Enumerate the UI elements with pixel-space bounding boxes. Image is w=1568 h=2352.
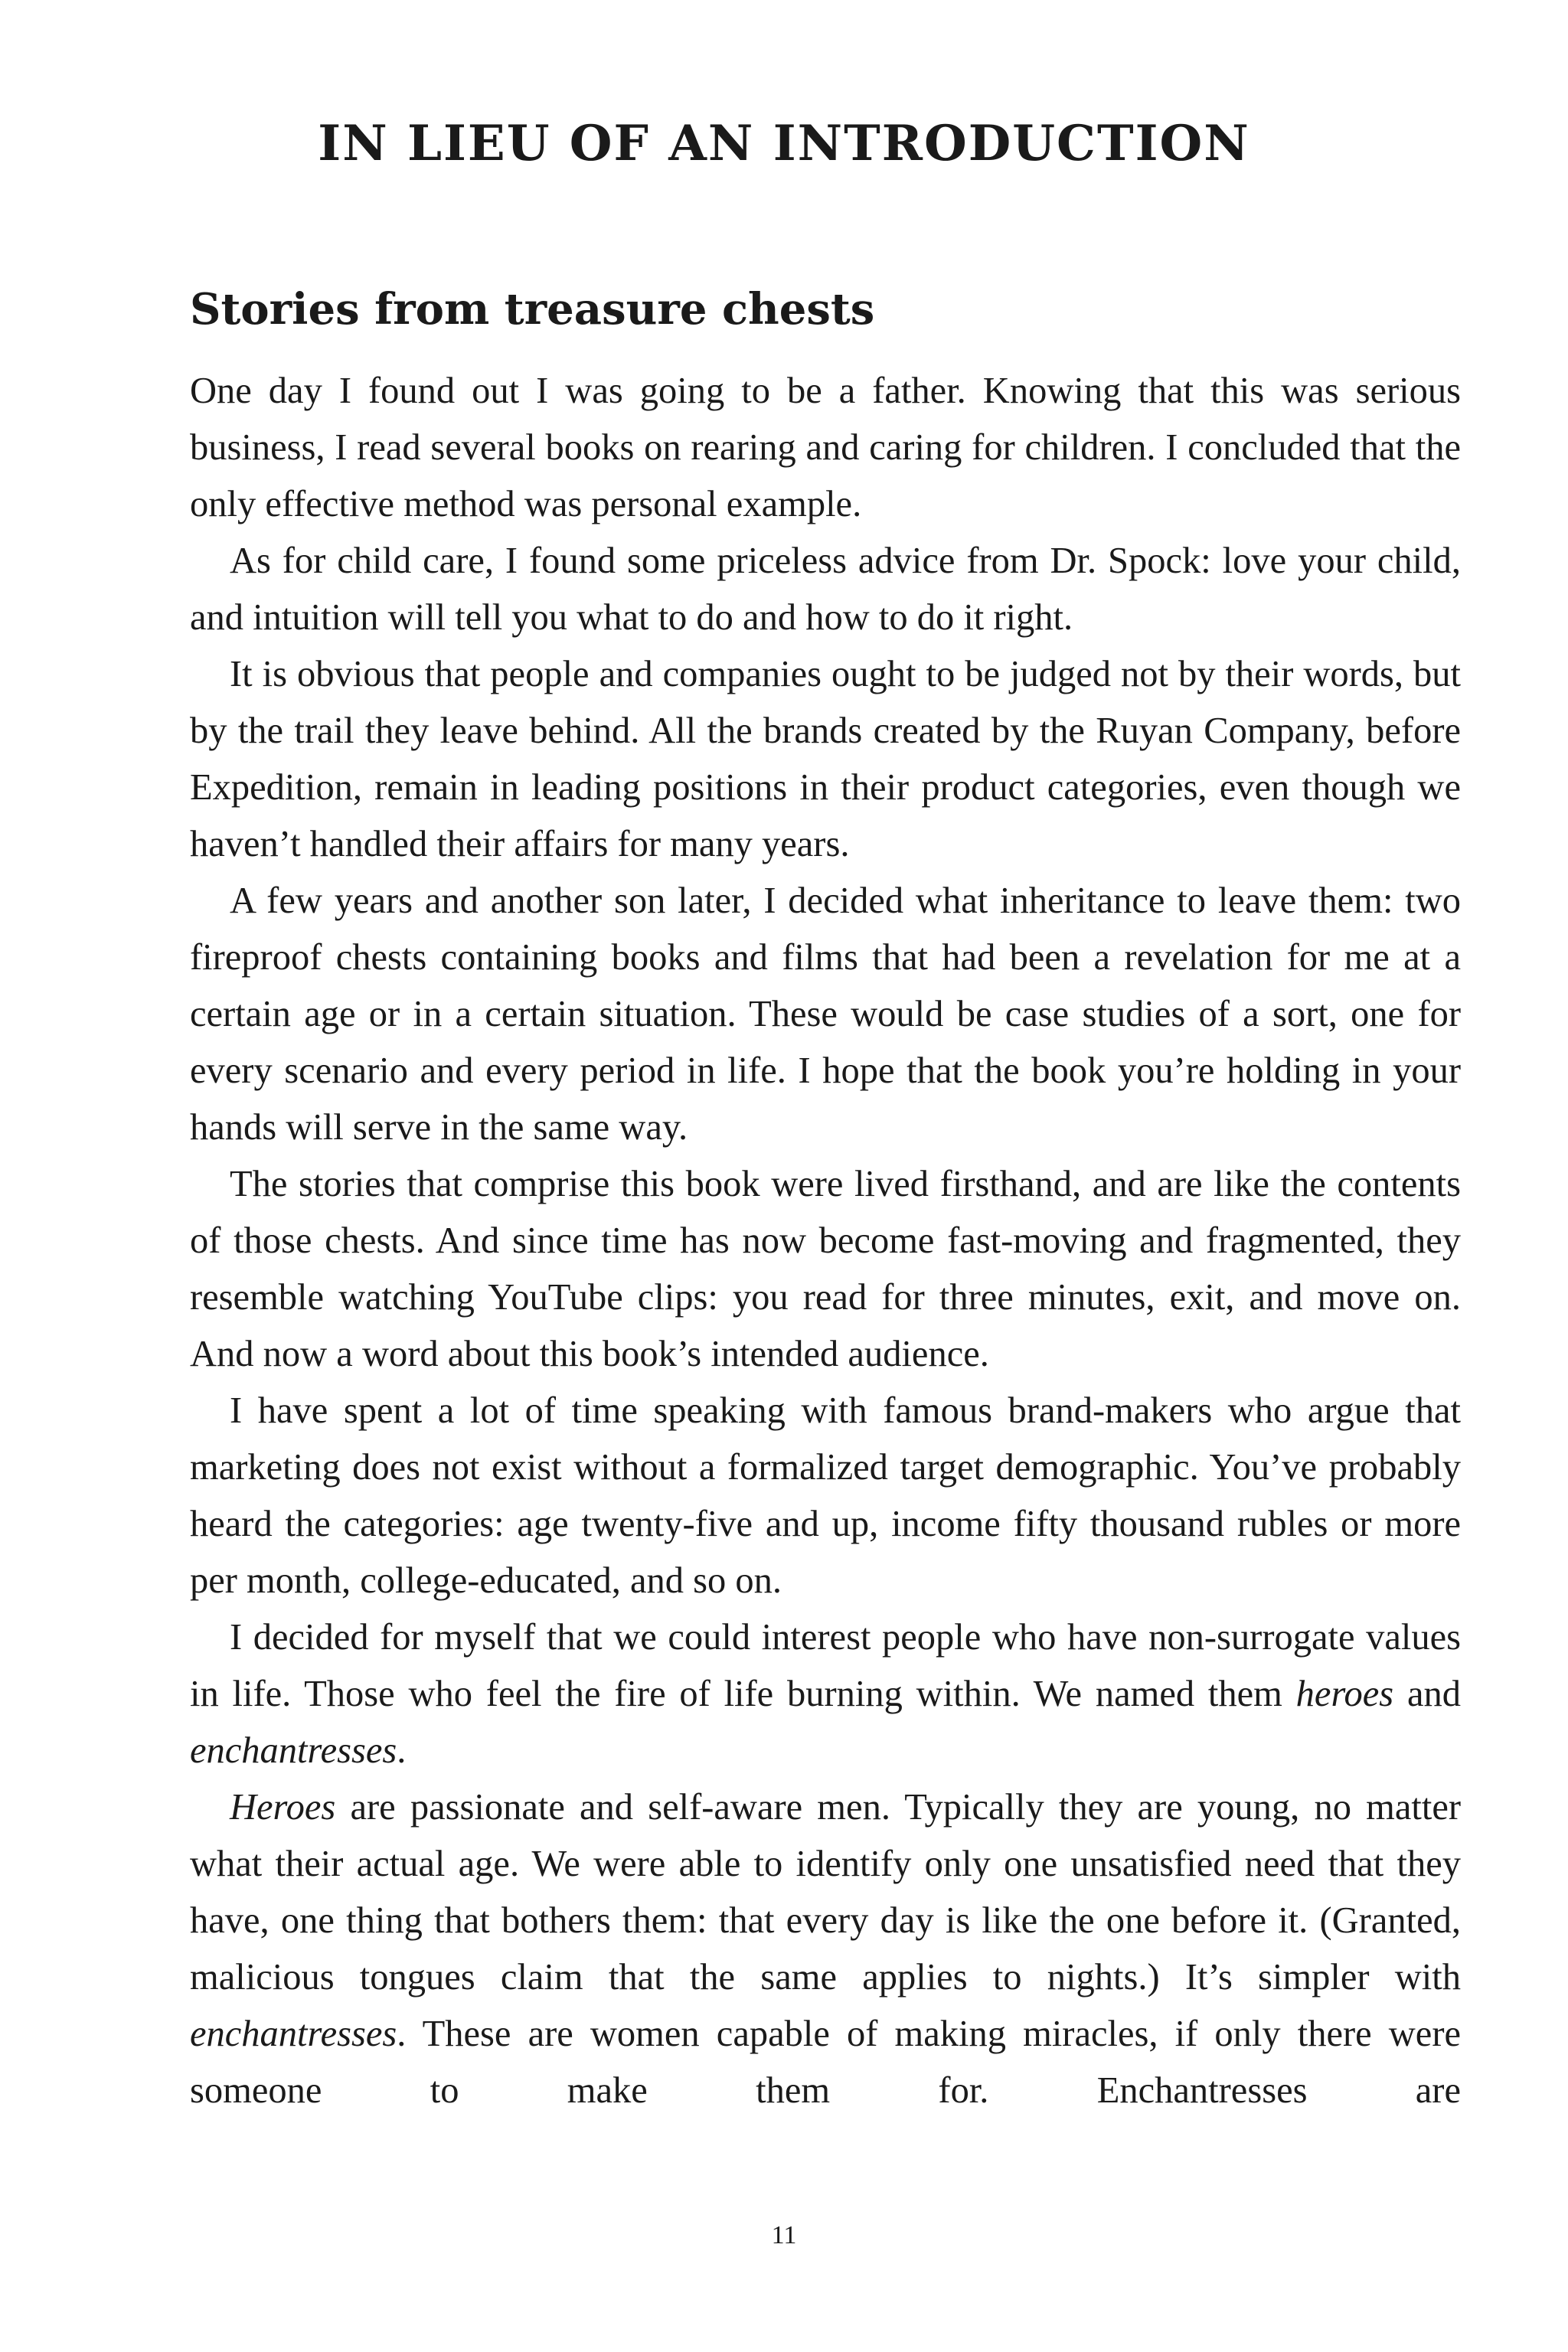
paragraph-7-italic-enchantresses: enchantresses (190, 1730, 397, 1771)
paragraph-7 (190, 1609, 1461, 1779)
paragraph-8-text-b: are passionate and self-aware men. Typically they are young, no matter what their actual age. We were able to identify only one unsatisfied need that they have, one thing that bothers them: that every day is like the one before it. (Granted, malicious tongues claim that the same applies to nights.) It’s simpler with (190, 1787, 1461, 1998)
paragraph-7-italic-heroes: heroes (1295, 1674, 1394, 1714)
paragraph-2: As for child care, I found some priceless advice from Dr. Spock: love your child, and intuition will tell you what to do and how to do it right. (190, 541, 1461, 638)
chapter-title: IN LIEU OF AN INTRODUCTION (318, 115, 1250, 172)
section-title: Stories from treasure chests (190, 284, 875, 335)
paragraph-8-text-d: . These are women capable of making miracles, if only there were someone to make them for. Enchantresses are (190, 2014, 1461, 2111)
paragraph-8 (190, 1779, 1461, 2119)
paragraph-4: A few years and another son later, I decided what inheritance to leave them: two fireproof chests containing books and films that had been a revelation for me at a certain age or in a certain situation. These would be case studies of a sort, one for every scenario and every period in life. I hope that the book you’re holding in your hands will serve in the same way. (190, 880, 1461, 1148)
paragraph-7-text-c: and (1393, 1674, 1461, 1714)
body-text (190, 363, 1461, 2119)
paragraph-3: It is obvious that people and companies ought to be judged not by their words, but by the trail they leave behind. All the brands created by the Ruyan Company, before Expedition, remain in leading positions in their product categories, even though we haven’t handled their affairs for many years. (190, 654, 1461, 864)
paragraph-6: I have spent a lot of time speaking with famous brand-makers who argue that marketing does not exist without a formalized target demographic. You’ve probably heard the categories: age twenty-five and up, income fifty thousand rubles or more per month, college-educated, and so on. (190, 1390, 1461, 1601)
paragraph-8-italic-enchantresses: enchantresses (190, 2014, 397, 2054)
paragraph-7-text-a: I decided for myself that we could interest people who have non-surrogate values in life. Those who feel the fire of life burning within. We named them (190, 1617, 1461, 1714)
paragraph-8-italic-heroes: Heroes (230, 1787, 336, 1828)
page-number: 11 (771, 2221, 797, 2249)
paragraph-1: One day I found out I was going to be a father. Knowing that this was serious business, I read several books on rearing and caring for children. I concluded that the only effective method was personal example. (190, 371, 1461, 524)
paragraph-7-text-e: . (397, 1730, 407, 1771)
paragraph-5: The stories that comprise this book were lived firsthand, and are like the contents of those chests. And since time has now become fast-moving and fragmented, they resemble watching YouTube clips: you read for three minutes, exit, and move on. And now a word about this book’s intended audience. (190, 1164, 1461, 1374)
